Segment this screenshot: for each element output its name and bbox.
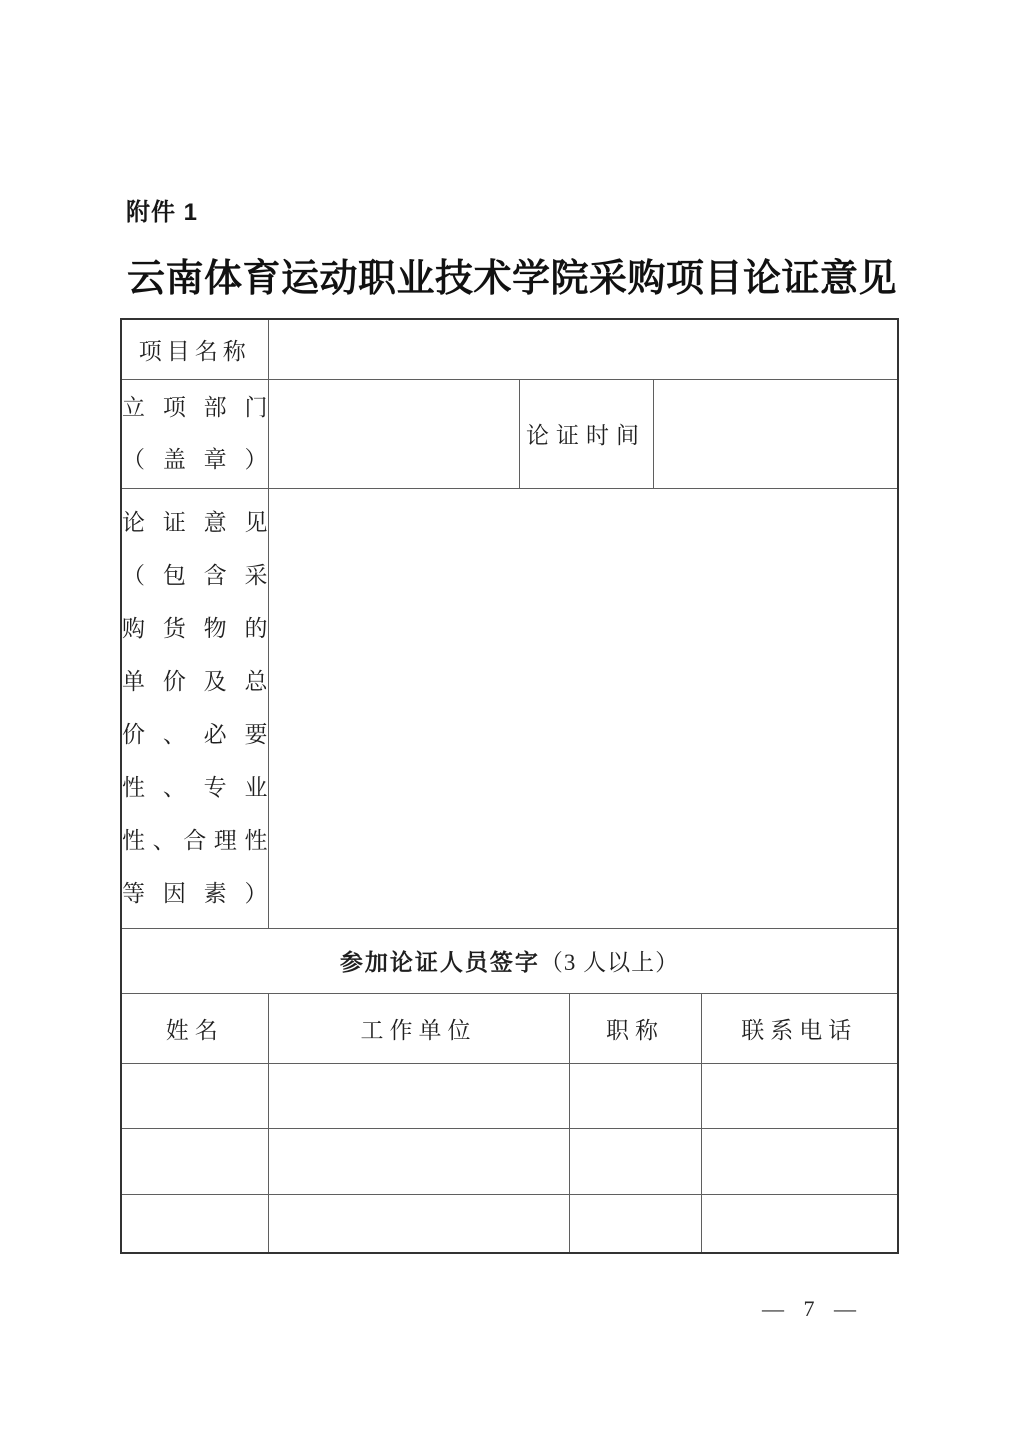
signer-phone-cell bbox=[701, 1063, 898, 1128]
department-label-line1: 立项部门 bbox=[122, 394, 268, 420]
project-name-value-cell bbox=[268, 319, 898, 379]
page-number: — 7 — bbox=[762, 1296, 858, 1321]
opinion-label-line: （包含采 bbox=[122, 563, 268, 588]
column-header-work-unit: 工作单位 bbox=[268, 993, 569, 1063]
review-time-label: 论证时间 bbox=[519, 379, 653, 488]
opinion-label-line: 价、必要 bbox=[122, 722, 268, 747]
table-row bbox=[121, 1128, 898, 1194]
column-header-phone: 联系电话 bbox=[701, 993, 898, 1063]
row-project-name bbox=[121, 319, 898, 379]
signer-phone-cell bbox=[701, 1128, 898, 1194]
opinion-label-line: 论证意见 bbox=[122, 510, 268, 535]
document-title: 云南体育运动职业技术学院采购项目论证意见 bbox=[126, 258, 897, 300]
signer-title-cell bbox=[569, 1063, 701, 1128]
department-label-line2: （盖章） bbox=[122, 446, 268, 472]
opinion-label bbox=[121, 488, 268, 928]
signer-name-cell bbox=[121, 1194, 268, 1253]
column-header-name: 姓名 bbox=[121, 993, 268, 1063]
column-header-title: 职称 bbox=[569, 993, 701, 1063]
row-department-time bbox=[121, 379, 898, 488]
opinion-label-line: 单价及总 bbox=[122, 669, 268, 694]
table-row bbox=[121, 1063, 898, 1128]
signature-section-title-bold: 参加论证人员签字 bbox=[339, 950, 540, 975]
opinion-label-line: 等因素） bbox=[122, 881, 268, 906]
opinion-label-line: 购货物的 bbox=[122, 616, 268, 641]
opinion-label-line: 性、合理性 bbox=[122, 828, 268, 853]
signature-section-title-rest: （3 人以上） bbox=[539, 950, 680, 975]
signer-name-cell bbox=[121, 1063, 268, 1128]
review-time-value-cell bbox=[653, 379, 898, 488]
row-signature-title bbox=[121, 928, 898, 993]
signature-section-title bbox=[121, 928, 898, 993]
procurement-review-form-table bbox=[120, 318, 899, 1254]
signer-title-cell bbox=[569, 1194, 701, 1253]
signer-unit-cell bbox=[268, 1063, 569, 1128]
attachment-label: 附件 1 bbox=[126, 199, 199, 226]
signer-phone-cell bbox=[701, 1194, 898, 1253]
signer-unit-cell bbox=[268, 1128, 569, 1194]
signer-name-cell bbox=[121, 1128, 268, 1194]
signer-unit-cell bbox=[268, 1194, 569, 1253]
row-opinion bbox=[121, 488, 898, 928]
table-row bbox=[121, 1194, 898, 1253]
signer-title-cell bbox=[569, 1128, 701, 1194]
department-value-cell bbox=[268, 379, 519, 488]
row-signature-headers bbox=[121, 993, 898, 1063]
project-name-label: 项目名称 bbox=[121, 319, 268, 379]
opinion-label-line: 性、专业 bbox=[122, 775, 268, 800]
department-label bbox=[121, 379, 268, 488]
opinion-value-cell bbox=[268, 488, 898, 928]
